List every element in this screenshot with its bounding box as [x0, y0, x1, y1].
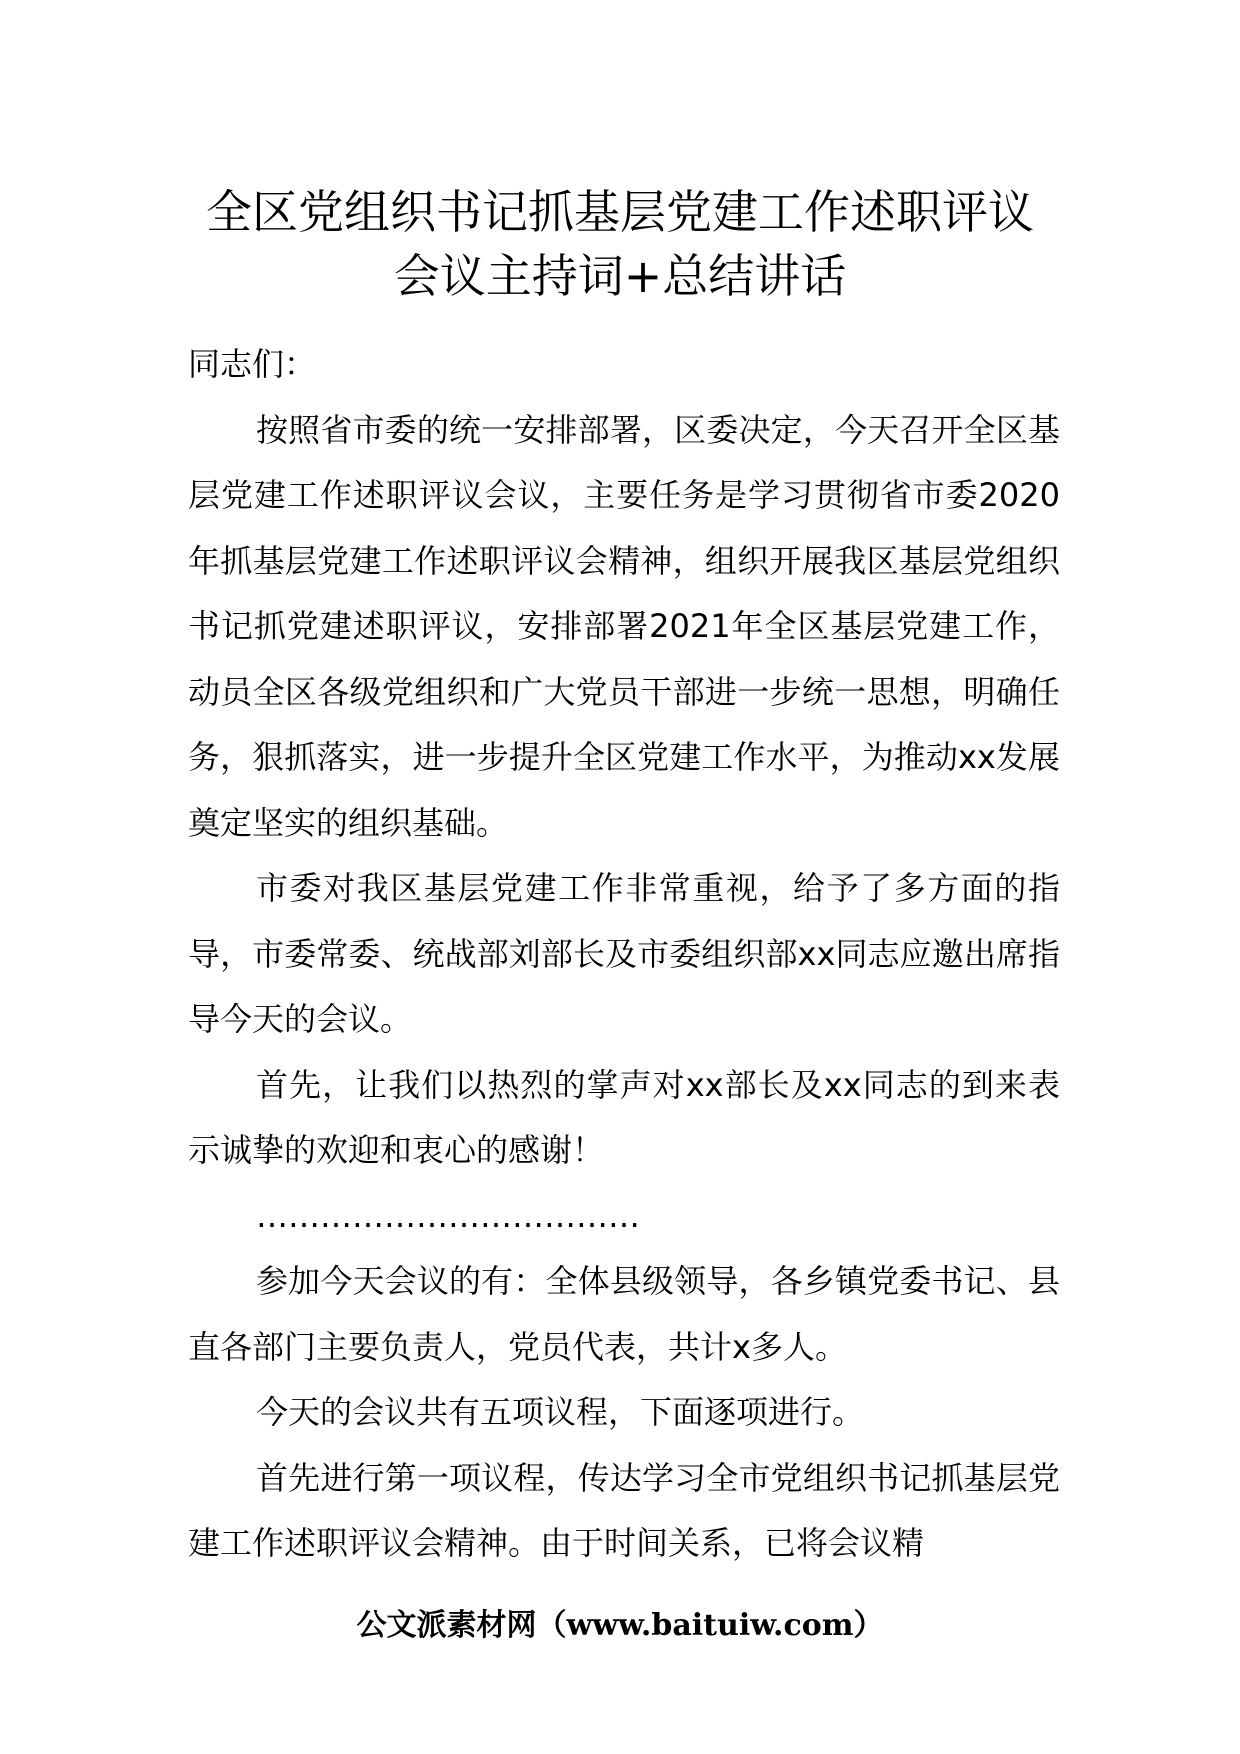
- salutation: 同志们：: [188, 345, 317, 383]
- document-body: [188, 332, 1060, 1577]
- paragraph-1: 按照省市委的统一安排部署，区委决定，今天召开全区基层党建工作述职评议会议，主要任务是学习贯彻省市委2020年抓基层党建工作述职评议会精神，组织开展我区基层党组织书记抓党建述职评议，安排部署2021年全区基层党建工作，动员全区各级党组织和广大党员干部进一步统一思想，明确任务，狠抓落实，进一步提升全区党建工作水平，为推动xx发展奠定坚实的组织基础。: [188, 410, 1060, 842]
- paragraph-5: 今天的会议共有五项议程，下面逐项进行。: [256, 1393, 865, 1431]
- footer-watermark: 公文派素材网（www.baituiw.com）: [356, 1608, 884, 1643]
- paragraph-4: 参加今天会议的有：全体县级领导，各乡镇党委书记、县直各部门主要负责人，党员代表，共计x多人。: [188, 1262, 1060, 1366]
- paragraph-3: 首先，让我们以热烈的掌声对xx部长及xx同志的到来表示诚挚的欢迎和衷心的感谢！: [188, 1065, 1060, 1169]
- document-title: [150, 180, 1090, 308]
- ellipsis-separator: ………………………………: [256, 1196, 640, 1235]
- title-line-1: 全区党组织书记抓基层党建工作述职评议: [206, 185, 1034, 239]
- paragraph-6: 首先进行第一项议程，传达学习全市党组织书记抓基层党建工作述职评议会精神。由于时间关系，已将会议精: [188, 1458, 1060, 1562]
- title-line-2: 会议主持词+总结讲话: [393, 249, 847, 303]
- paragraph-2: 市委对我区基层党建工作非常重视，给予了多方面的指导，市委常委、统战部刘部长及市委组织部xx同志应邀出席指导今天的会议。: [188, 869, 1060, 1038]
